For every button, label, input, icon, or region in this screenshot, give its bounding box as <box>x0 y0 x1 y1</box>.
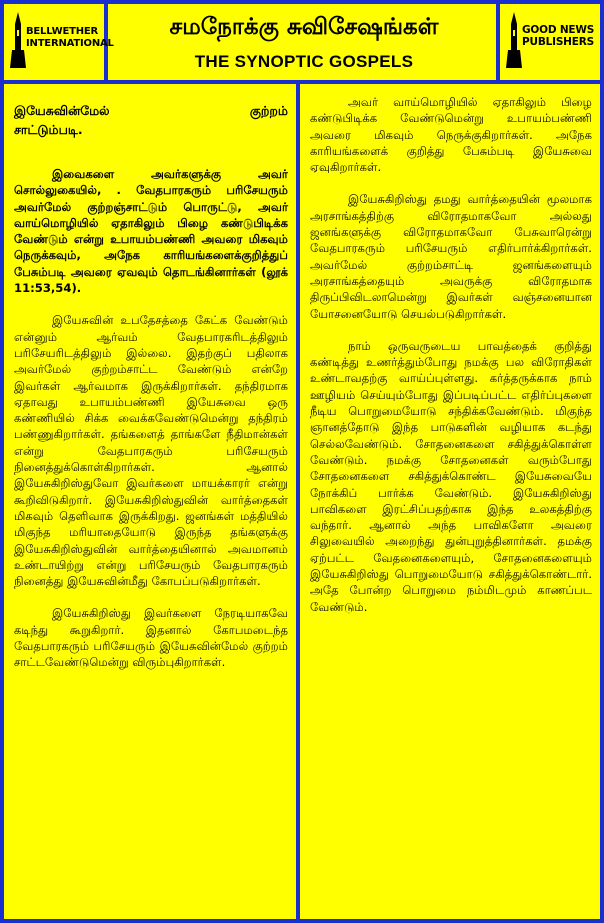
section-heading-cont: சாட்டும்படி. <box>14 122 83 137</box>
left-logo-line-1: BELLWETHER <box>26 26 99 37</box>
body-paragraph: நாம் ஒருவருடைய பாவத்தைக் குறித்து கண்டித்து உணர்த்தும்போது நமக்கு பல விரோதிகள் உண்டாவதற்கு வாய்ப்புள்ளது. கர்த்தருக்காக நாம் ஊழியம் செய்யும்போது இப்படிப்பட்ட எதிர்ப்புகளை நீடிய பொறுமையோடு சந்திக்கவேண்டும். மிகுந்த ஞானத்தோடு இந்த பாடுகளின் வழியாக கடந்து செல்லவேண்டும். சோதனைகளை சகித்துக்கொள்ள வேண்டும். நமக்கு சோதனைகள் வரும்போது சோதனைகளை சகித்துக்கொண்ட இயேசுவையே நோக்கிப் பார்க்க வேண்டும். இயேசுகிறிஸ்து பாவிகளை இரட்சிப்பதற்காக இந்த உலகத்திற்கு வந்தார். ஆனால் அந்த பாவிகளோ அவரை சிலுவையில் அறைந்து துன்புறுத்தினார்கள். தமக்கு ஏற்பட்ட வேதனைகளையும், சோதனைகளையும் இயேசுகிறிஸ்து பொறுமையோடு சகித்துக்கொண்டார். அதே போன்ற பொறுமை நம்மிடமும் காணப்பட வேண்டும். <box>310 338 592 614</box>
bellwether-tower-icon <box>8 10 28 70</box>
scripture-paragraph: இவைகளை அவர்களுக்கு அவர் சொல்லுகையில், . வேதபாரகரும் பரிசேயரும் அவர்மேல் குற்றஞ்சாட்டும் பொருட்டு, அவர் வாய்மொழியில் ஏதாகிலும் பிழை கண்டுபிடிக்க வேண்டும் என்று உபாயம்பண்ணி அவரை மிகவும் நெருக்கவும், அநேக காரியங்களைக்குறித்துப் பேசும்படி அவரை ஏவவும் தொடங்கினார்கள் (லூக் 11:53,54). <box>14 167 288 296</box>
right-logo-line-2: PUBLISHERS <box>522 36 594 48</box>
right-logo-line-1: GOOD NEWS <box>522 24 595 36</box>
title-tamil: சமநோக்கு சுவிசேஷங்கள் <box>169 14 439 40</box>
title-english: THE SYNOPTIC GOSPELS <box>194 52 414 71</box>
body-paragraph: இயேசுகிறிஸ்து தமது வார்த்தையின் மூலமாக அரசாங்கத்திற்கு விரோதமாகவோ அல்லது ஜனங்களுக்கு விரோதமாகவோ பேசுவாரென்று வேதபாரகரும் பரிசேயரும் எதிர்பார்க்கிறார்கள். அவர்மேல் குற்றம்சாட்டி ஜனங்களையும் அரசாங்கத்தையும் அவருக்கு விரோதமாக திருப்பிவிடலாமென்று இவர்கள் வஞ்சனையான யோசனையோடு செயல்படுகிறார்கள். <box>310 192 592 321</box>
left-logo-line-2: INTERNATIONAL <box>26 38 114 49</box>
body-paragraph: இயேசுகிறிஸ்து இவர்களை நேரடியாகவே கடிந்து கூறுகிறார். இதனால் கோபமடைந்த வேதபாரகரும் பரிசேயரும் இயேசுவின்மேல் குற்றம் சாட்டவேண்டுமென்று விரும்புகிறார்கள். <box>14 606 288 670</box>
header-banner <box>4 4 600 80</box>
good-news-tower-icon <box>504 10 524 70</box>
bellwether-logo <box>4 4 114 80</box>
body-paragraph: அவர் வாய்மொழியில் ஏதாகிலும் பிழை கண்டுபிடிக்க வேண்டுமென்று உபாயம்பண்ணி அவரை மிகவும் நெருக்குகிறார்கள். அநேக காரியங்களைக் குறித்து பேசும்படி இயேசுவை ஏவுகிறார்கள். <box>310 95 592 175</box>
right-column <box>300 84 600 919</box>
good-news-logo <box>496 4 600 80</box>
left-column <box>4 84 296 919</box>
section-heading: இயேசுவின்மேல் குற்றம் <box>14 103 288 118</box>
body-paragraph: இயேசுவின் உபதேசத்தை கேட்க வேண்டும் என்னும் ஆர்வம் வேதபாரகரிடத்திலும் பரிசேயரிடத்திலும் இல்லை. இதற்குப் பதிலாக அவர்மேல் குற்றம்சாட்ட வேண்டும் என்றே இவர்கள் ஆர்வமாக இருக்கிறார்கள். தந்திரமாக ஏதாவது உபாயம்பண்ணி இயேசுவை ஒரு கண்ணியில் சிக்க வைக்கவேண்டுமென்று தந்திரம் பண்ணுகிறார்கள். தங்களைத் தாங்களே நீதிமான்கள் என்று வேதபாரகரும் பரிசேயரும் நினைத்துக்கொள்கிறார்கள். ஆனால் இயேசுகிறிஸ்துவோ இவர்களை மாயக்காரர் என்று கூறிவிடுகிறார். இயேசுகிறிஸ்துவின் வார்த்தைகள் மிகவும் தெளிவாக இருக்கிறது. ஜனங்கள் மத்தியில் மிகுந்த மரியாதையோடு இருந்த தங்களுக்கு இயேசுகிறிஸ்துவின் வார்த்தையினால் அவமானம் உண்டாயிற்று என்று பரிசேயரும் வேதபாரகரும் நினைத்து இயேசுவின்மீது கோபப்படுகிறார்கள். <box>14 313 288 589</box>
title-block <box>112 4 496 80</box>
